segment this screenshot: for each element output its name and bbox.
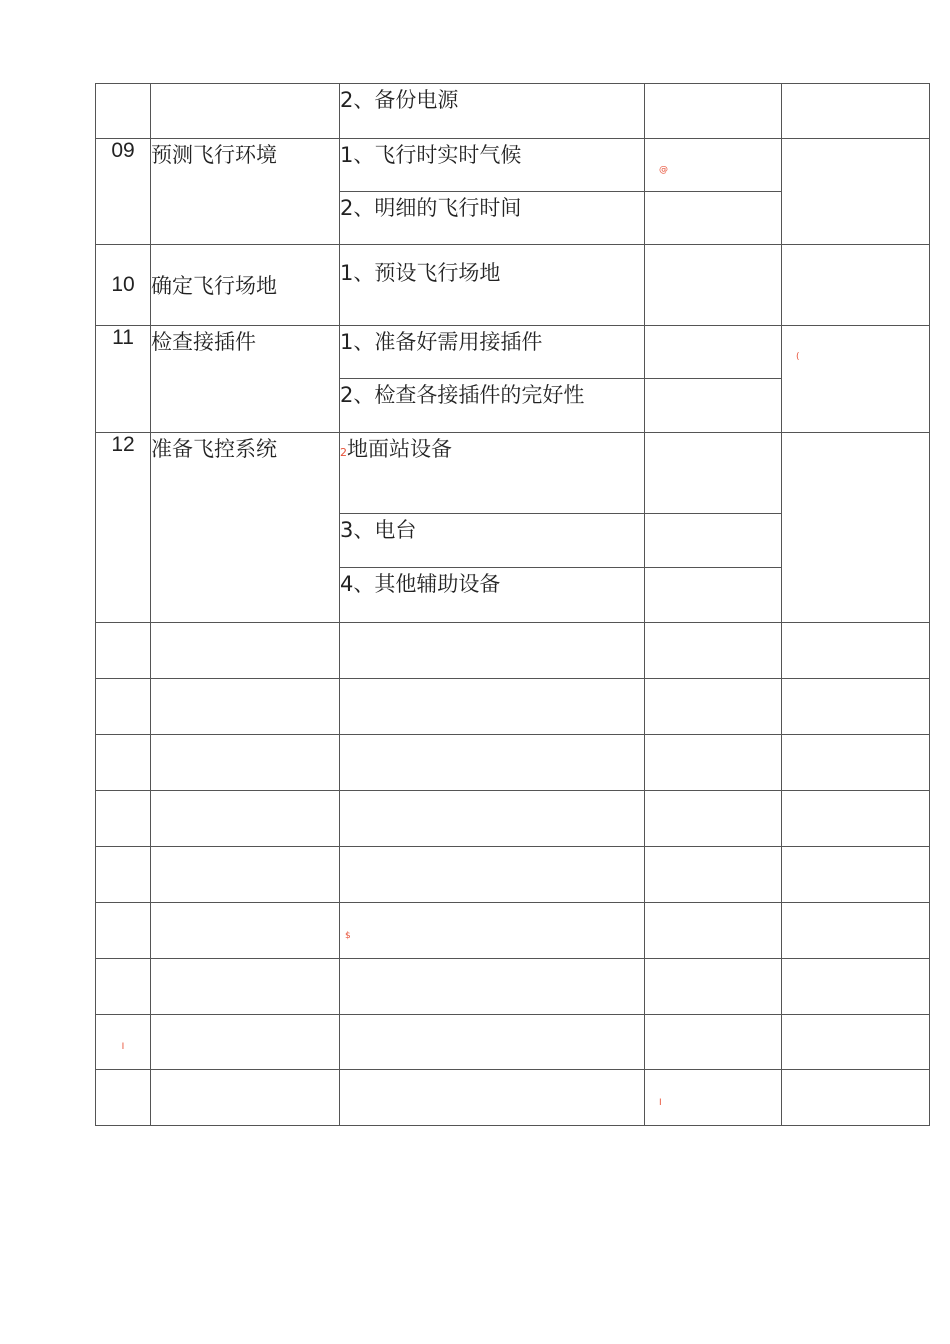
note-cell: [782, 959, 930, 1015]
item-cell: 1、准备好需用接插件: [340, 326, 645, 379]
num-cell: [96, 623, 151, 679]
row-number: 12: [96, 433, 151, 623]
num-cell: [96, 847, 151, 903]
item-cell: [340, 903, 645, 959]
task-cell: [151, 84, 340, 139]
num-cell: [96, 1070, 151, 1126]
task-cell: [151, 959, 340, 1015]
table-row: [96, 679, 930, 735]
num-cell: [96, 679, 151, 735]
check-cell: [645, 139, 782, 192]
item-cell: 1、预设飞行场地: [340, 245, 645, 326]
table-row: [96, 1070, 930, 1126]
stray-mark: I: [121, 1042, 125, 1052]
check-cell: [645, 959, 782, 1015]
item-prefix: 2: [340, 446, 347, 459]
check-cell: [645, 326, 782, 379]
stray-mark: (: [796, 352, 800, 362]
table-row: [96, 84, 930, 139]
task-name: 检查接插件: [151, 326, 340, 433]
check-cell: [645, 791, 782, 847]
table-row: [96, 903, 930, 959]
item-cell: [340, 959, 645, 1015]
item-cell: 2、备份电源: [340, 84, 645, 139]
check-cell: [645, 1070, 782, 1126]
task-name: 准备飞控系统: [151, 433, 340, 623]
note-cell: [782, 433, 930, 623]
note-cell: [782, 139, 930, 245]
task-cell: [151, 735, 340, 791]
note-cell: [782, 847, 930, 903]
table-row: [96, 139, 930, 192]
num-cell: [96, 903, 151, 959]
num-cell: [96, 959, 151, 1015]
note-cell: [782, 791, 930, 847]
table-row: [96, 623, 930, 679]
num-cell: [96, 84, 151, 139]
table-row: [96, 245, 930, 326]
check-cell: [645, 847, 782, 903]
check-cell: [645, 903, 782, 959]
item-cell: [340, 1070, 645, 1126]
table-row: [96, 735, 930, 791]
note-cell: [782, 735, 930, 791]
task-cell: [151, 847, 340, 903]
num-cell: [96, 1015, 151, 1070]
task-cell: [151, 679, 340, 735]
table-row: [96, 433, 930, 514]
task-cell: [151, 623, 340, 679]
check-cell: [645, 623, 782, 679]
item-cell: 2、明细的飞行时间: [340, 192, 645, 245]
table-row: [96, 1015, 930, 1070]
task-name: 预测飞行环境: [151, 139, 340, 245]
check-cell: [645, 84, 782, 139]
row-number: 10: [96, 245, 151, 326]
check-cell: [645, 245, 782, 326]
item-cell: [340, 433, 645, 514]
item-cell: [340, 791, 645, 847]
table-row: [96, 326, 930, 379]
checklist-table: [95, 83, 930, 1126]
item-cell: 3、电台: [340, 514, 645, 568]
note-cell: [782, 245, 930, 326]
check-cell: [645, 192, 782, 245]
item-cell: 1、飞行时实时气候: [340, 139, 645, 192]
check-cell: [645, 735, 782, 791]
stray-mark: I: [659, 1097, 662, 1108]
check-cell: [645, 568, 782, 623]
item-cell: [340, 1015, 645, 1070]
item-cell: [340, 847, 645, 903]
task-cell: [151, 791, 340, 847]
stray-mark: $: [345, 930, 351, 941]
note-cell: [782, 623, 930, 679]
check-cell: [645, 679, 782, 735]
note-cell: [782, 1015, 930, 1070]
table-row: [96, 959, 930, 1015]
task-name: 确定飞行场地: [151, 245, 340, 326]
stray-mark: @: [659, 165, 668, 175]
check-cell: [645, 514, 782, 568]
task-cell: [151, 1070, 340, 1126]
task-cell: [151, 903, 340, 959]
table-row: [96, 791, 930, 847]
item-cell: [340, 735, 645, 791]
note-cell: [782, 903, 930, 959]
check-cell: [645, 1015, 782, 1070]
item-cell: [340, 623, 645, 679]
task-cell: [151, 1015, 340, 1070]
note-cell: [782, 84, 930, 139]
item-text: 地面站设备: [347, 437, 452, 461]
row-number: 09: [96, 139, 151, 245]
num-cell: [96, 791, 151, 847]
item-cell: 2、检查各接插件的完好性: [340, 379, 645, 433]
note-cell: [782, 679, 930, 735]
row-number: 11: [96, 326, 151, 433]
table-row: [96, 847, 930, 903]
item-cell: 4、其他辅助设备: [340, 568, 645, 623]
check-cell: [645, 379, 782, 433]
note-cell: [782, 1070, 930, 1126]
note-cell: [782, 326, 930, 433]
num-cell: [96, 735, 151, 791]
check-cell: [645, 433, 782, 514]
item-cell: [340, 679, 645, 735]
